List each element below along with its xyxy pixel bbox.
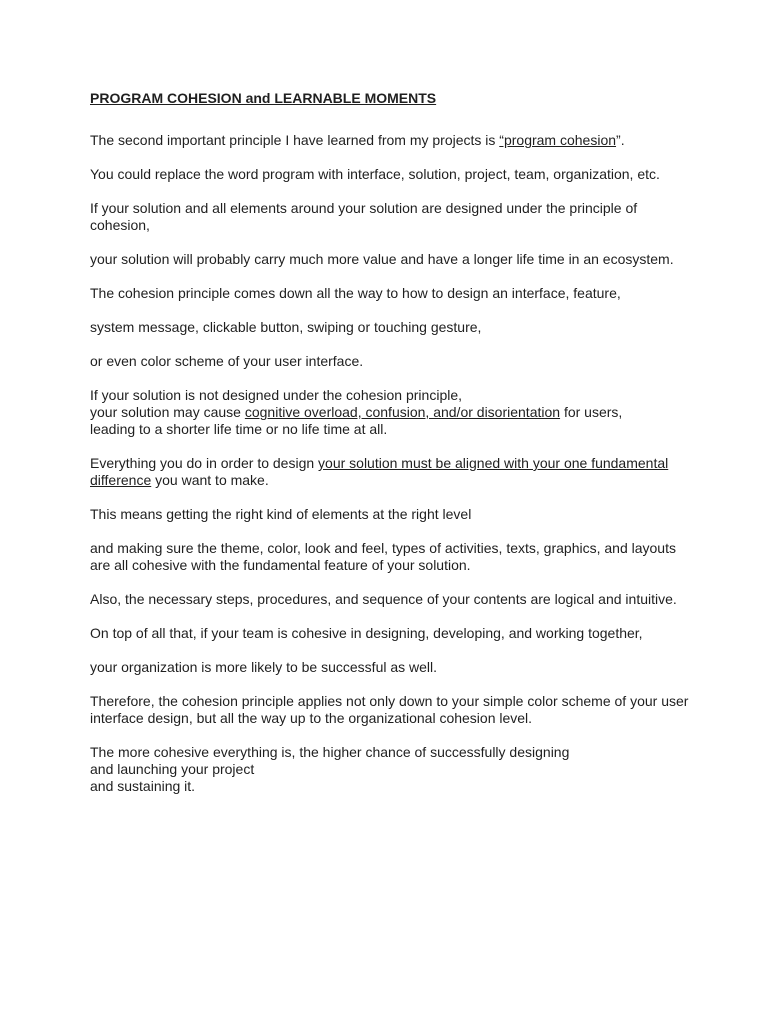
paragraph-replace-word: You could replace the word program with interface, solution, project, team, organization, etc. xyxy=(90,166,660,182)
cognitive-overload-phrase: cognitive overload, confusion, and/or disorientation xyxy=(244,404,561,420)
paragraph-line: and launching your project xyxy=(90,761,255,777)
paragraph-text: you want to make. xyxy=(151,472,269,488)
paragraph-text: your solution may cause xyxy=(90,404,245,420)
paragraph-program-cohesion xyxy=(90,132,690,149)
paragraph-aligned xyxy=(90,455,690,489)
paragraph-organization: your organization is more likely to be successful as well. xyxy=(90,659,438,675)
paragraph-right-elements: This means getting the right kind of elements at the right level xyxy=(90,506,472,522)
paragraph-line: and sustaining it. xyxy=(90,778,196,794)
paragraph-text: The second important principle I have learned from my projects is xyxy=(90,132,500,148)
paragraph-therefore: Therefore, the cohesion principle applies not only down to your simple color scheme of your user interface design, but all the way up to the organizational cohesion level. xyxy=(90,693,689,726)
paragraph-team-cohesive: On top of all that, if your team is cohesive in designing, developing, and working together, xyxy=(90,625,643,641)
paragraph-line: The more cohesive everything is, the higher chance of successfully designing xyxy=(90,744,570,760)
paragraph-theme-color: and making sure the theme, color, look and feel, types of activities, texts, graphics, and layouts are all cohesive with the fundamental feature of your solution. xyxy=(90,540,676,573)
paragraph-more-value: your solution will probably carry much more value and have a longer life time in an ecosystem. xyxy=(90,251,674,267)
paragraph-not-designed xyxy=(90,387,690,438)
paragraph-design-interface: The cohesion principle comes down all the way to how to design an interface, feature, xyxy=(90,285,621,301)
paragraph-line: leading to a shorter life time or no life time at all. xyxy=(90,421,388,437)
paragraph-line: If your solution is not designed under the cohesion principle, xyxy=(90,387,463,403)
paragraph-necessary-steps: Also, the necessary steps, procedures, and sequence of your contents are logical and intuitive. xyxy=(90,591,677,607)
paragraph-text: Everything you do in order to design xyxy=(90,455,319,471)
fundamental-difference-phrase: your solution must be aligned with your one fundamental difference xyxy=(90,455,669,488)
paragraph-system-message: system message, clickable button, swiping or touching gesture, xyxy=(90,319,482,335)
paragraph-color-scheme: or even color scheme of your user interface. xyxy=(90,353,364,369)
paragraph-more-cohesive xyxy=(90,744,690,795)
program-cohesion-phrase: “program cohesion xyxy=(499,132,617,148)
document-body xyxy=(90,90,690,795)
paragraph-text: for users, xyxy=(560,404,623,420)
paragraph-line xyxy=(90,404,690,421)
document-title: PROGRAM COHESION and LEARNABLE MOMENTS xyxy=(90,90,437,106)
paragraph-text: ”. xyxy=(616,132,625,148)
paragraph-principle-of-cohesion: If your solution and all elements around your solution are designed under the principle of cohesion, xyxy=(90,200,638,233)
